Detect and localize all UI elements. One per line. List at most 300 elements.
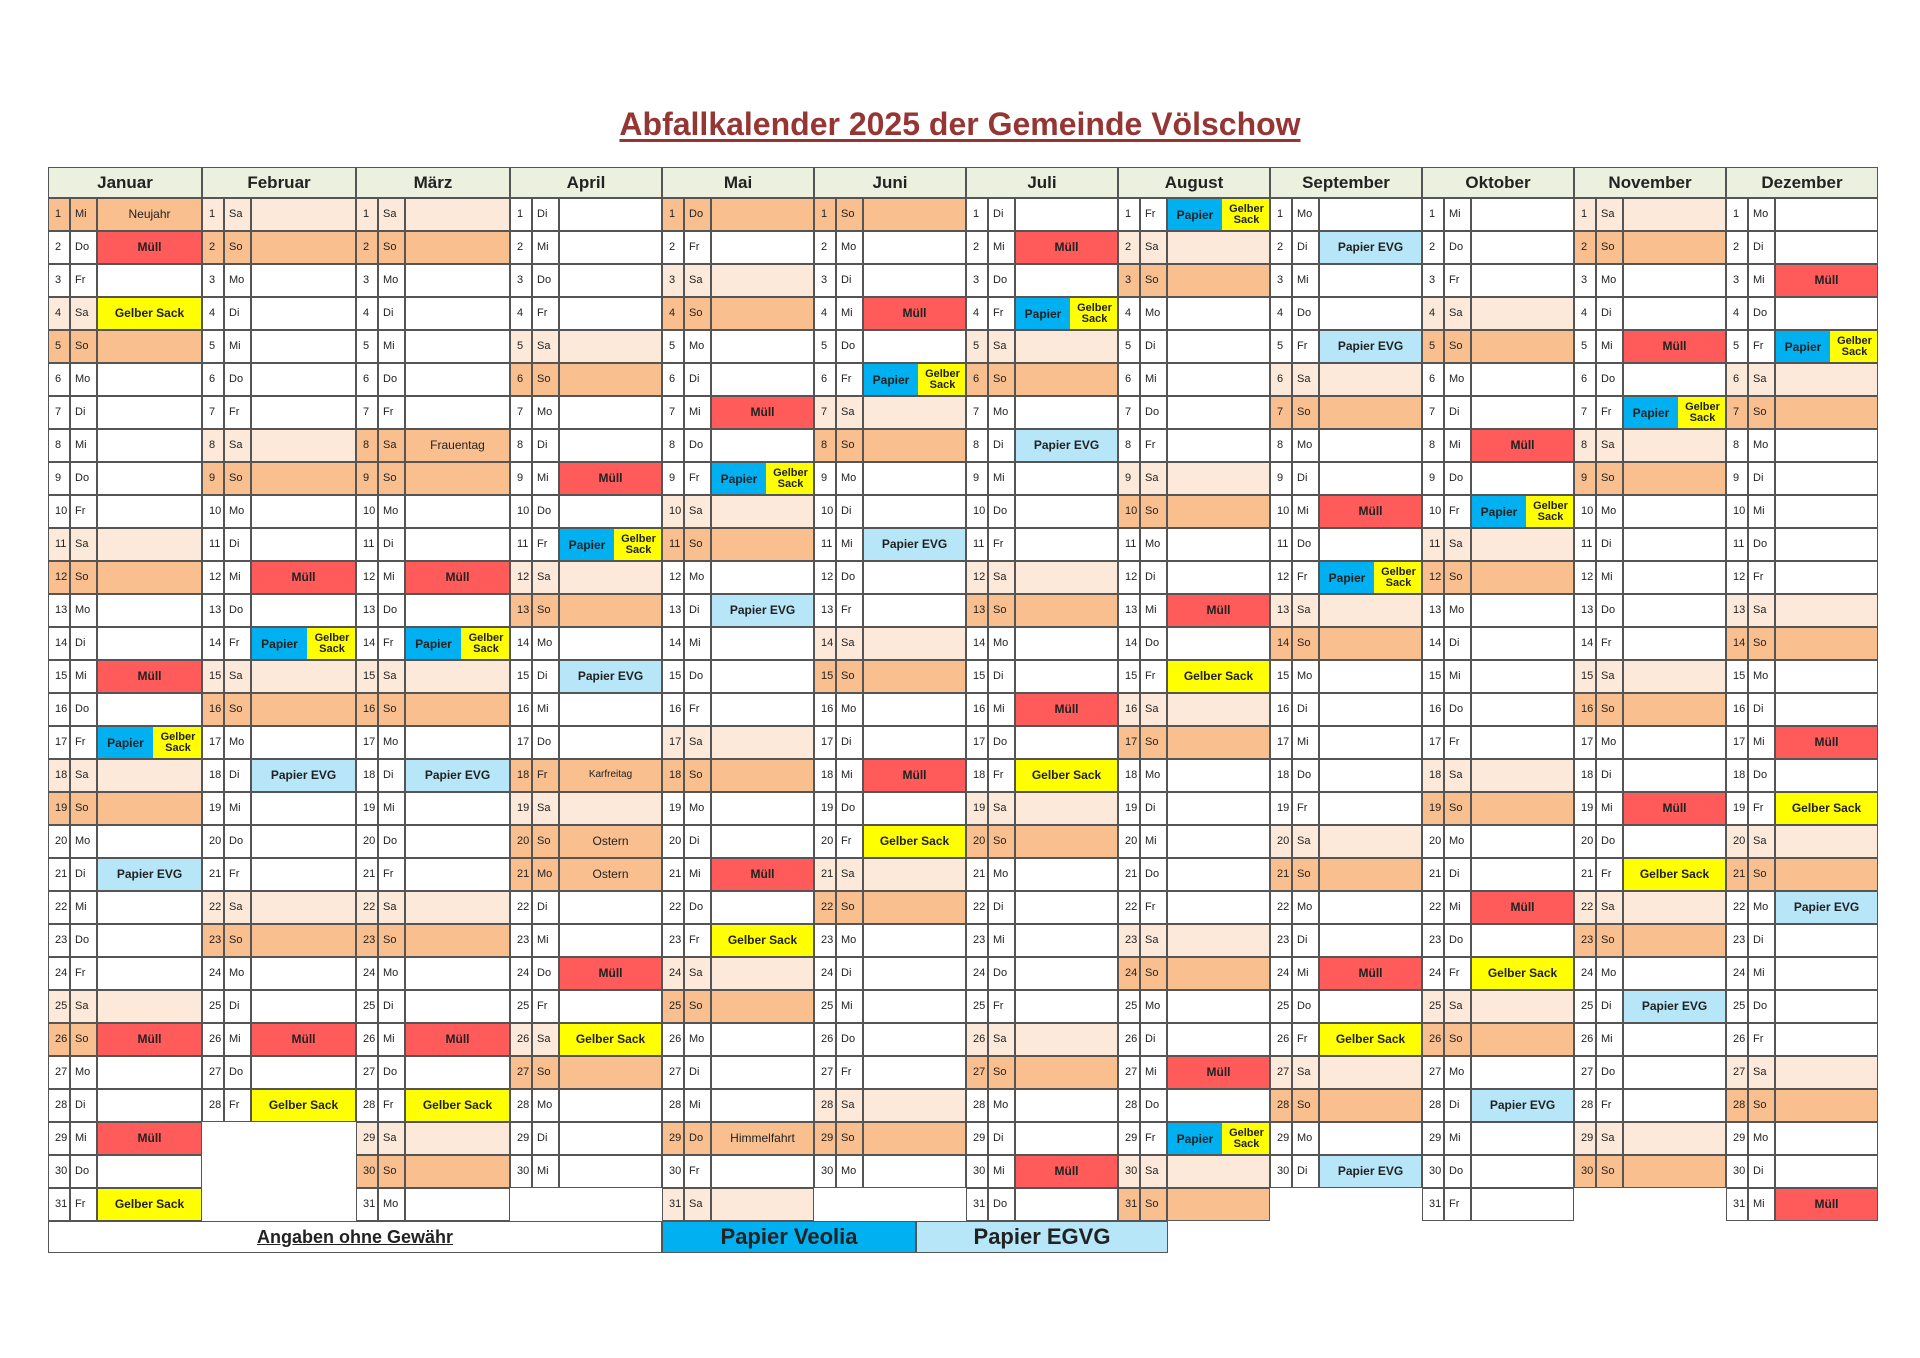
day-number: 4 <box>202 297 224 330</box>
weekday-name: Mi <box>70 198 97 231</box>
day-number: 14 <box>1118 627 1140 660</box>
day-number: 27 <box>662 1056 684 1089</box>
event-cell <box>1167 396 1270 429</box>
event-cell <box>711 759 814 792</box>
day-number: 26 <box>1118 1023 1140 1056</box>
day-number: 17 <box>662 726 684 759</box>
day-number: 14 <box>1574 627 1596 660</box>
event-cell <box>251 1056 356 1089</box>
event-cell <box>405 330 510 363</box>
day-number: 1 <box>662 198 684 231</box>
event-cell <box>1775 396 1878 429</box>
gelber-sack-pickup: Gelber Sack <box>405 1089 510 1122</box>
day-number: 30 <box>48 1155 70 1188</box>
event-cell <box>1775 561 1878 594</box>
day-number: 26 <box>966 1023 988 1056</box>
event-cell <box>405 231 510 264</box>
day-number: 15 <box>1726 660 1748 693</box>
weekday-name: Sa <box>1596 1122 1623 1155</box>
month-header: September <box>1270 167 1422 198</box>
weekday-name: Fr <box>988 759 1015 792</box>
day-number: 1 <box>510 198 532 231</box>
event-cell <box>1015 528 1118 561</box>
gelber-word: Gelber <box>1229 1126 1264 1139</box>
weekday-name: Di <box>988 198 1015 231</box>
weekday-name: Di <box>1292 231 1319 264</box>
event-cell <box>1775 495 1878 528</box>
day-number: 16 <box>814 693 836 726</box>
weekday-name: Di <box>1444 396 1471 429</box>
weekday-name: Di <box>1748 1155 1775 1188</box>
event-cell <box>559 627 662 660</box>
muell-pickup: Müll <box>1167 594 1270 627</box>
event-cell <box>1319 726 1422 759</box>
day-number: 18 <box>1422 759 1444 792</box>
event-cell <box>559 990 662 1023</box>
day-number: 24 <box>1118 957 1140 990</box>
event-cell <box>97 561 202 594</box>
weekday-name: So <box>836 891 863 924</box>
event-cell <box>1015 627 1118 660</box>
event-cell <box>1015 594 1118 627</box>
event-cell <box>1319 627 1422 660</box>
day-number: 13 <box>1726 594 1748 627</box>
day-number: 25 <box>966 990 988 1023</box>
event-cell <box>1623 660 1726 693</box>
weekday-name: Fr <box>1140 1122 1167 1155</box>
event-cell <box>1167 759 1270 792</box>
weekday-name: Mi <box>378 792 405 825</box>
weekday-name: Mi <box>1596 792 1623 825</box>
weekday-name: So <box>378 231 405 264</box>
muell-pickup: Müll <box>559 462 662 495</box>
papier-evg-pickup: Papier EVG <box>405 759 510 792</box>
day-number: 25 <box>1422 990 1444 1023</box>
event-cell <box>1471 1056 1574 1089</box>
event-cell <box>1167 1155 1270 1188</box>
weekday-name: So <box>836 1122 863 1155</box>
weekday-name: Di <box>1292 924 1319 957</box>
event-cell <box>1015 792 1118 825</box>
weekday-name: Mi <box>988 924 1015 957</box>
weekday-name: Mo <box>378 495 405 528</box>
weekday-name: Fr <box>70 726 97 759</box>
event-cell <box>251 825 356 858</box>
event-cell <box>1623 759 1726 792</box>
weekday-name: Do <box>988 495 1015 528</box>
day-number: 17 <box>1270 726 1292 759</box>
day-number: 13 <box>966 594 988 627</box>
day-number: 24 <box>202 957 224 990</box>
month-header: März <box>356 167 510 198</box>
day-number: 31 <box>356 1188 378 1221</box>
weekday-name: Mi <box>1444 198 1471 231</box>
day-number: 28 <box>510 1089 532 1122</box>
event-cell <box>1775 858 1878 891</box>
event-cell <box>1471 594 1574 627</box>
day-number: 8 <box>202 429 224 462</box>
day-number: 24 <box>1270 957 1292 990</box>
weekday-name: Sa <box>1748 1056 1775 1089</box>
day-number: 5 <box>510 330 532 363</box>
day-number: 31 <box>662 1188 684 1221</box>
day-number: 13 <box>1118 594 1140 627</box>
weekday-name: Do <box>988 264 1015 297</box>
weekday-name: Do <box>1140 627 1167 660</box>
weekday-name: Do <box>224 825 251 858</box>
weekday-name: Fr <box>1292 1023 1319 1056</box>
weekday-name: Sa <box>378 429 405 462</box>
day-number: 25 <box>48 990 70 1023</box>
day-number: 5 <box>814 330 836 363</box>
weekday-name: Sa <box>1292 1056 1319 1089</box>
event-cell <box>97 957 202 990</box>
day-number: 21 <box>356 858 378 891</box>
day-number: 22 <box>662 891 684 924</box>
day-number: 10 <box>814 495 836 528</box>
weekday-name: So <box>1596 462 1623 495</box>
event-cell <box>405 990 510 1023</box>
event-cell <box>251 990 356 1023</box>
day-number: 22 <box>1422 891 1444 924</box>
month-header: Juli <box>966 167 1118 198</box>
weekday-name: Di <box>532 1122 559 1155</box>
day-number: 29 <box>356 1122 378 1155</box>
day-number: 27 <box>1574 1056 1596 1089</box>
gelber-word: Gelber <box>925 367 960 380</box>
papier-and-gelber-sack-pickup <box>1623 396 1726 429</box>
day-number: 23 <box>662 924 684 957</box>
event-cell <box>1015 396 1118 429</box>
event-cell <box>1167 264 1270 297</box>
muell-pickup: Müll <box>1015 693 1118 726</box>
day-number: 1 <box>1270 198 1292 231</box>
weekday-name: Mo <box>532 396 559 429</box>
weekday-name: Do <box>532 264 559 297</box>
event-cell <box>1471 396 1574 429</box>
muell-pickup: Müll <box>1775 1188 1878 1221</box>
weekday-name: Mi <box>1596 330 1623 363</box>
event-cell <box>1015 1056 1118 1089</box>
weekday-name: Sa <box>70 528 97 561</box>
papier-and-gelber-sack-pickup <box>97 726 202 759</box>
day-number: 5 <box>356 330 378 363</box>
weekday-name: So <box>224 231 251 264</box>
weekday-name: So <box>1140 1188 1167 1221</box>
weekday-name: Mi <box>988 462 1015 495</box>
day-number: 19 <box>1726 792 1748 825</box>
event-cell <box>559 891 662 924</box>
weekday-name: Fr <box>70 264 97 297</box>
day-number: 11 <box>662 528 684 561</box>
weekday-name: Do <box>684 198 711 231</box>
day-number: 25 <box>662 990 684 1023</box>
day-number: 18 <box>1118 759 1140 792</box>
weekday-name: So <box>1596 693 1623 726</box>
weekday-name: Fr <box>224 858 251 891</box>
day-number: 20 <box>1422 825 1444 858</box>
day-number: 9 <box>1118 462 1140 495</box>
day-number: 7 <box>1270 396 1292 429</box>
day-number: 3 <box>1270 264 1292 297</box>
weekday-name: Mi <box>532 1155 559 1188</box>
gelber-word: Gelber <box>1533 499 1568 512</box>
weekday-name: Mi <box>1444 891 1471 924</box>
weekday-name: So <box>1292 627 1319 660</box>
weekday-name: Mi <box>1140 1056 1167 1089</box>
weekday-name: Mi <box>684 627 711 660</box>
gelber-sack-pickup: Gelber Sack <box>711 924 814 957</box>
day-number: 10 <box>662 495 684 528</box>
papier-and-gelber-sack-pickup <box>405 627 510 660</box>
event-cell <box>863 990 966 1023</box>
weekday-name: So <box>988 363 1015 396</box>
day-number: 1 <box>202 198 224 231</box>
event-cell <box>559 330 662 363</box>
weekday-name: Di <box>532 660 559 693</box>
day-number: 18 <box>510 759 532 792</box>
weekday-name: So <box>1140 726 1167 759</box>
day-number: 1 <box>1422 198 1444 231</box>
event-cell <box>1471 198 1574 231</box>
event-cell <box>97 990 202 1023</box>
day-number: 3 <box>48 264 70 297</box>
weekday-name: Fr <box>988 990 1015 1023</box>
day-number: 18 <box>1726 759 1748 792</box>
day-number: 27 <box>48 1056 70 1089</box>
event-cell <box>1623 825 1726 858</box>
muell-pickup: Müll <box>251 561 356 594</box>
holiday-label: Frauentag <box>405 429 510 462</box>
day-number: 24 <box>1726 957 1748 990</box>
event-cell <box>97 627 202 660</box>
event-cell <box>1623 594 1726 627</box>
weekday-name: Do <box>70 1155 97 1188</box>
day-number: 28 <box>1574 1089 1596 1122</box>
day-number: 30 <box>1726 1155 1748 1188</box>
day-number: 31 <box>1422 1188 1444 1221</box>
weekday-name: Do <box>988 726 1015 759</box>
weekday-name: Di <box>1444 858 1471 891</box>
weekday-name: Mi <box>1596 1023 1623 1056</box>
weekday-name: So <box>836 660 863 693</box>
weekday-name: Do <box>988 1188 1015 1221</box>
day-number: 22 <box>48 891 70 924</box>
event-cell <box>863 627 966 660</box>
event-cell <box>1471 363 1574 396</box>
weekday-name: Mo <box>70 594 97 627</box>
day-number: 14 <box>202 627 224 660</box>
weekday-name: Mi <box>1748 726 1775 759</box>
event-cell <box>1319 396 1422 429</box>
gelber-sack-label <box>307 628 356 659</box>
weekday-name: So <box>1748 396 1775 429</box>
day-number: 15 <box>662 660 684 693</box>
weekday-name: Sa <box>1444 990 1471 1023</box>
day-number: 7 <box>356 396 378 429</box>
day-number: 28 <box>1422 1089 1444 1122</box>
day-number: 7 <box>966 396 988 429</box>
event-cell <box>1015 198 1118 231</box>
papier-evg-pickup: Papier EVG <box>97 858 202 891</box>
event-cell <box>559 396 662 429</box>
weekday-name: So <box>378 693 405 726</box>
day-number: 21 <box>202 858 224 891</box>
weekday-name: Fr <box>684 462 711 495</box>
weekday-name: Fr <box>1140 198 1167 231</box>
event-cell <box>1471 264 1574 297</box>
day-number: 3 <box>202 264 224 297</box>
day-number: 13 <box>48 594 70 627</box>
weekday-name: Do <box>684 1122 711 1155</box>
day-number: 18 <box>662 759 684 792</box>
day-number: 15 <box>1270 660 1292 693</box>
event-cell <box>1167 990 1270 1023</box>
day-number: 13 <box>814 594 836 627</box>
day-number: 16 <box>202 693 224 726</box>
weekday-name: Fr <box>836 363 863 396</box>
weekday-name: Mi <box>224 792 251 825</box>
weekday-name: Sa <box>1444 759 1471 792</box>
weekday-name: So <box>532 594 559 627</box>
event-cell <box>1319 462 1422 495</box>
event-cell <box>1623 957 1726 990</box>
day-number: 4 <box>48 297 70 330</box>
event-cell <box>1623 1155 1726 1188</box>
day-number: 25 <box>356 990 378 1023</box>
weekday-name: Mi <box>988 231 1015 264</box>
weekday-name: Sa <box>378 660 405 693</box>
day-number: 16 <box>1574 693 1596 726</box>
day-number: 22 <box>814 891 836 924</box>
weekday-name: Mo <box>988 858 1015 891</box>
event-cell <box>251 297 356 330</box>
weekday-name: Di <box>1292 693 1319 726</box>
day-number: 12 <box>966 561 988 594</box>
weekday-name: Mi <box>378 330 405 363</box>
weekday-name: Sa <box>1596 660 1623 693</box>
event-cell <box>863 429 966 462</box>
event-cell <box>559 594 662 627</box>
event-cell <box>97 1056 202 1089</box>
event-cell <box>1167 1188 1270 1221</box>
day-number: 2 <box>1726 231 1748 264</box>
day-number: 3 <box>1726 264 1748 297</box>
event-cell <box>863 924 966 957</box>
weekday-name: Mi <box>1748 957 1775 990</box>
day-number: 24 <box>356 957 378 990</box>
event-cell <box>405 792 510 825</box>
day-number: 30 <box>1118 1155 1140 1188</box>
weekday-name: Mi <box>1596 561 1623 594</box>
event-cell <box>1471 462 1574 495</box>
day-number: 21 <box>662 858 684 891</box>
weekday-name: Sa <box>988 1023 1015 1056</box>
day-number: 6 <box>356 363 378 396</box>
weekday-name: Di <box>836 264 863 297</box>
day-number: 14 <box>662 627 684 660</box>
event-cell <box>251 528 356 561</box>
weekday-name: Do <box>1748 528 1775 561</box>
weekday-name: Fr <box>1748 330 1775 363</box>
weekday-name: Sa <box>1292 363 1319 396</box>
papier-and-gelber-sack-pickup <box>1167 198 1270 231</box>
weekday-name: Di <box>684 363 711 396</box>
day-number: 8 <box>1574 429 1596 462</box>
event-cell <box>1623 528 1726 561</box>
muell-pickup: Müll <box>1319 495 1422 528</box>
day-number: 9 <box>966 462 988 495</box>
day-number: 8 <box>1726 429 1748 462</box>
day-number: 4 <box>1574 297 1596 330</box>
event-cell <box>863 1023 966 1056</box>
weekday-name: So <box>836 198 863 231</box>
event-cell <box>559 693 662 726</box>
event-cell <box>1015 264 1118 297</box>
papier-veolia-label: Papier <box>406 628 461 659</box>
weekday-name: Sa <box>1140 231 1167 264</box>
day-number: 29 <box>48 1122 70 1155</box>
weekday-name: Do <box>224 594 251 627</box>
day-number: 12 <box>510 561 532 594</box>
weekday-name: Fr <box>532 528 559 561</box>
event-cell <box>97 825 202 858</box>
weekday-name: So <box>224 462 251 495</box>
day-number: 23 <box>1574 924 1596 957</box>
event-cell <box>1015 957 1118 990</box>
gelber-word: Gelber <box>1685 400 1720 413</box>
gelber-sack-pickup: Gelber Sack <box>863 825 966 858</box>
weekday-name: Di <box>1140 330 1167 363</box>
day-number: 14 <box>510 627 532 660</box>
event-cell <box>1167 495 1270 528</box>
papier-and-gelber-sack-pickup <box>1775 330 1878 363</box>
event-cell <box>251 231 356 264</box>
gelber-sack-pickup: Gelber Sack <box>1471 957 1574 990</box>
month-header: Dezember <box>1726 167 1878 198</box>
weekday-name: Mi <box>836 297 863 330</box>
weekday-name: Mo <box>684 792 711 825</box>
day-number: 21 <box>510 858 532 891</box>
weekday-name: So <box>1292 858 1319 891</box>
day-number: 21 <box>814 858 836 891</box>
day-number: 26 <box>202 1023 224 1056</box>
day-number: 6 <box>966 363 988 396</box>
weekday-name: Fr <box>684 924 711 957</box>
muell-pickup: Müll <box>1471 429 1574 462</box>
day-number: 11 <box>510 528 532 561</box>
day-number: 16 <box>510 693 532 726</box>
weekday-name: Sa <box>224 429 251 462</box>
muell-pickup: Müll <box>1471 891 1574 924</box>
event-cell <box>1471 759 1574 792</box>
day-number: 29 <box>1270 1122 1292 1155</box>
day-number: 20 <box>1118 825 1140 858</box>
day-number: 29 <box>814 1122 836 1155</box>
day-number: 12 <box>662 561 684 594</box>
event-cell <box>1775 825 1878 858</box>
weekday-name: Mo <box>532 627 559 660</box>
event-cell <box>1319 528 1422 561</box>
weekday-name: Fr <box>378 627 405 660</box>
weekday-name: Do <box>1596 594 1623 627</box>
weekday-name: Mo <box>70 363 97 396</box>
day-number: 12 <box>1422 561 1444 594</box>
papier-evg-pickup: Papier EVG <box>1015 429 1118 462</box>
event-cell <box>1015 1089 1118 1122</box>
muell-pickup: Müll <box>1775 264 1878 297</box>
gelber-sack-label <box>614 529 662 560</box>
